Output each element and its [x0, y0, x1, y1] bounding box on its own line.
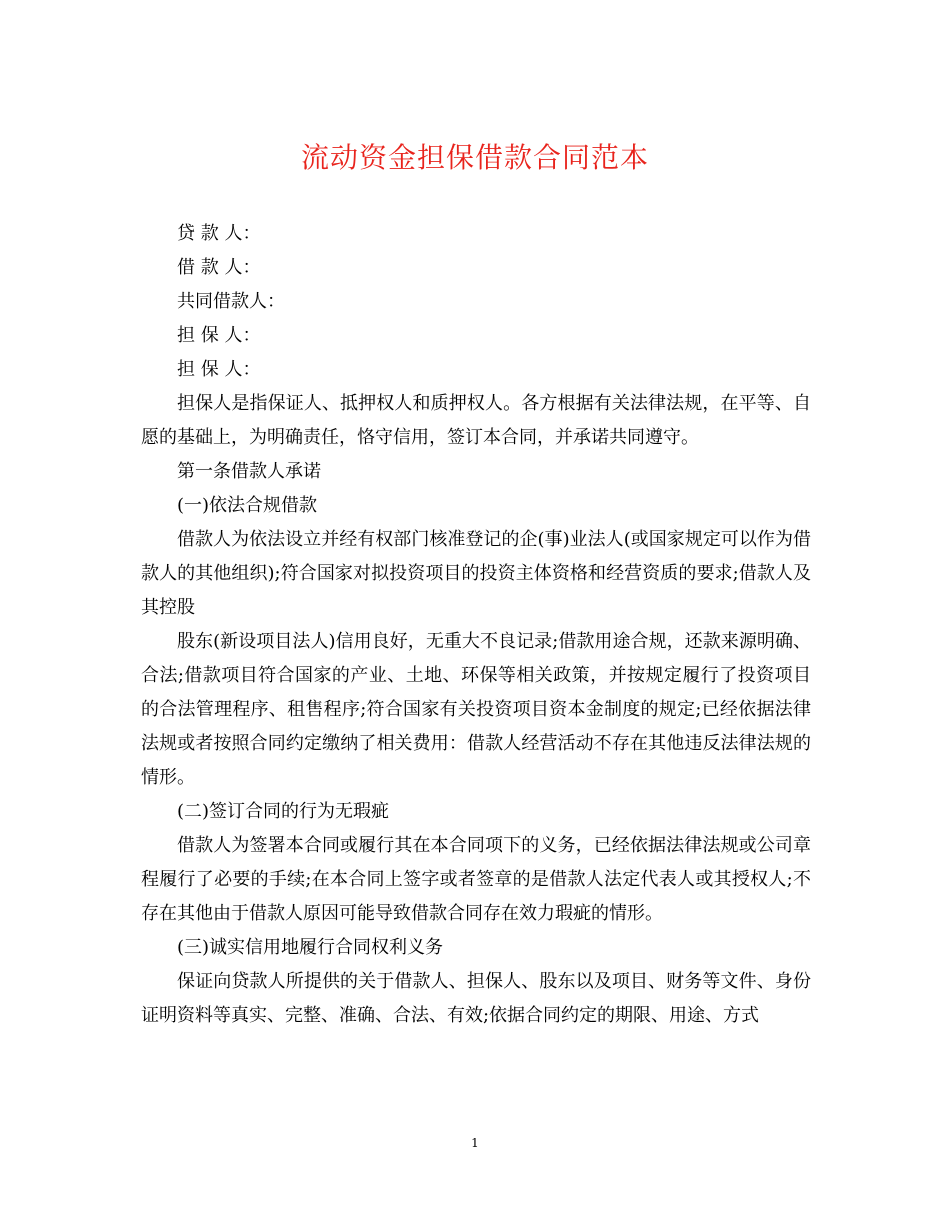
section-heading: (二)签订合同的行为无瑕疵 [177, 801, 390, 822]
document-body [141, 217, 811, 1033]
section-heading: (三)诚实信用地履行合同权利义务 [177, 937, 444, 958]
party-co-borrower-line: 共同借款人： [177, 291, 285, 312]
body-paragraph: 借款人为依法设立并经有权部门核准登记的企(事)业法人(或国家规定可以作为借款人的其他组织);符合国家对拟投资项目的投资主体资格和经营资质的要求;借款人及其控股 [141, 529, 811, 618]
body-paragraph: 股东(新设项目法人)信用良好，无重大不良记录;借款用途合规，还款来源明确、合法;借款项目符合国家的产业、土地、环保等相关政策，并按规定履行了投资项目的合法管理程序、租售程序;符合国家有关投资项目资本金制度的规定;已经依据法律法规或者按照合同约定缴纳了相关费用：借款人经营活动不存在其他违反法律法规的情形。 [141, 631, 811, 788]
preamble-paragraph: 担保人是指保证人、抵押权人和质押权人。各方根据有关法律法规，在平等、自愿的基础上，为明确责任，恪守信用，签订本合同，并承诺共同遵守。 [141, 393, 811, 448]
document-title: 流动资金担保借款合同范本 [300, 141, 649, 174]
article-heading: 第一条借款人承诺 [177, 461, 321, 482]
page-number: 1 [471, 1136, 479, 1150]
party-borrower-line: 借 款 人： [177, 257, 261, 278]
party-guarantor-line: 担 保 人： [177, 325, 261, 346]
body-paragraph: 借款人为签署本合同或履行其在本合同项下的义务，已经依据法律法规或公司章程履行了必要的手续;在本合同上签字或者签章的是借款人法定代表人或其授权人;不存在其他由于借款人原因可能导致借款合同存在效力瑕疵的情形。 [141, 835, 811, 924]
section-heading: (一)依法合规借款 [177, 495, 318, 516]
body-paragraph: 保证向贷款人所提供的关于借款人、担保人、股东以及项目、财务等文件、身份证明资料等真实、完整、准确、合法、有效;依据合同约定的期限、用途、方式 [141, 971, 811, 1026]
party-guarantor-line-2: 担 保 人： [177, 359, 261, 380]
party-lender-line: 贷 款 人： [177, 223, 261, 244]
